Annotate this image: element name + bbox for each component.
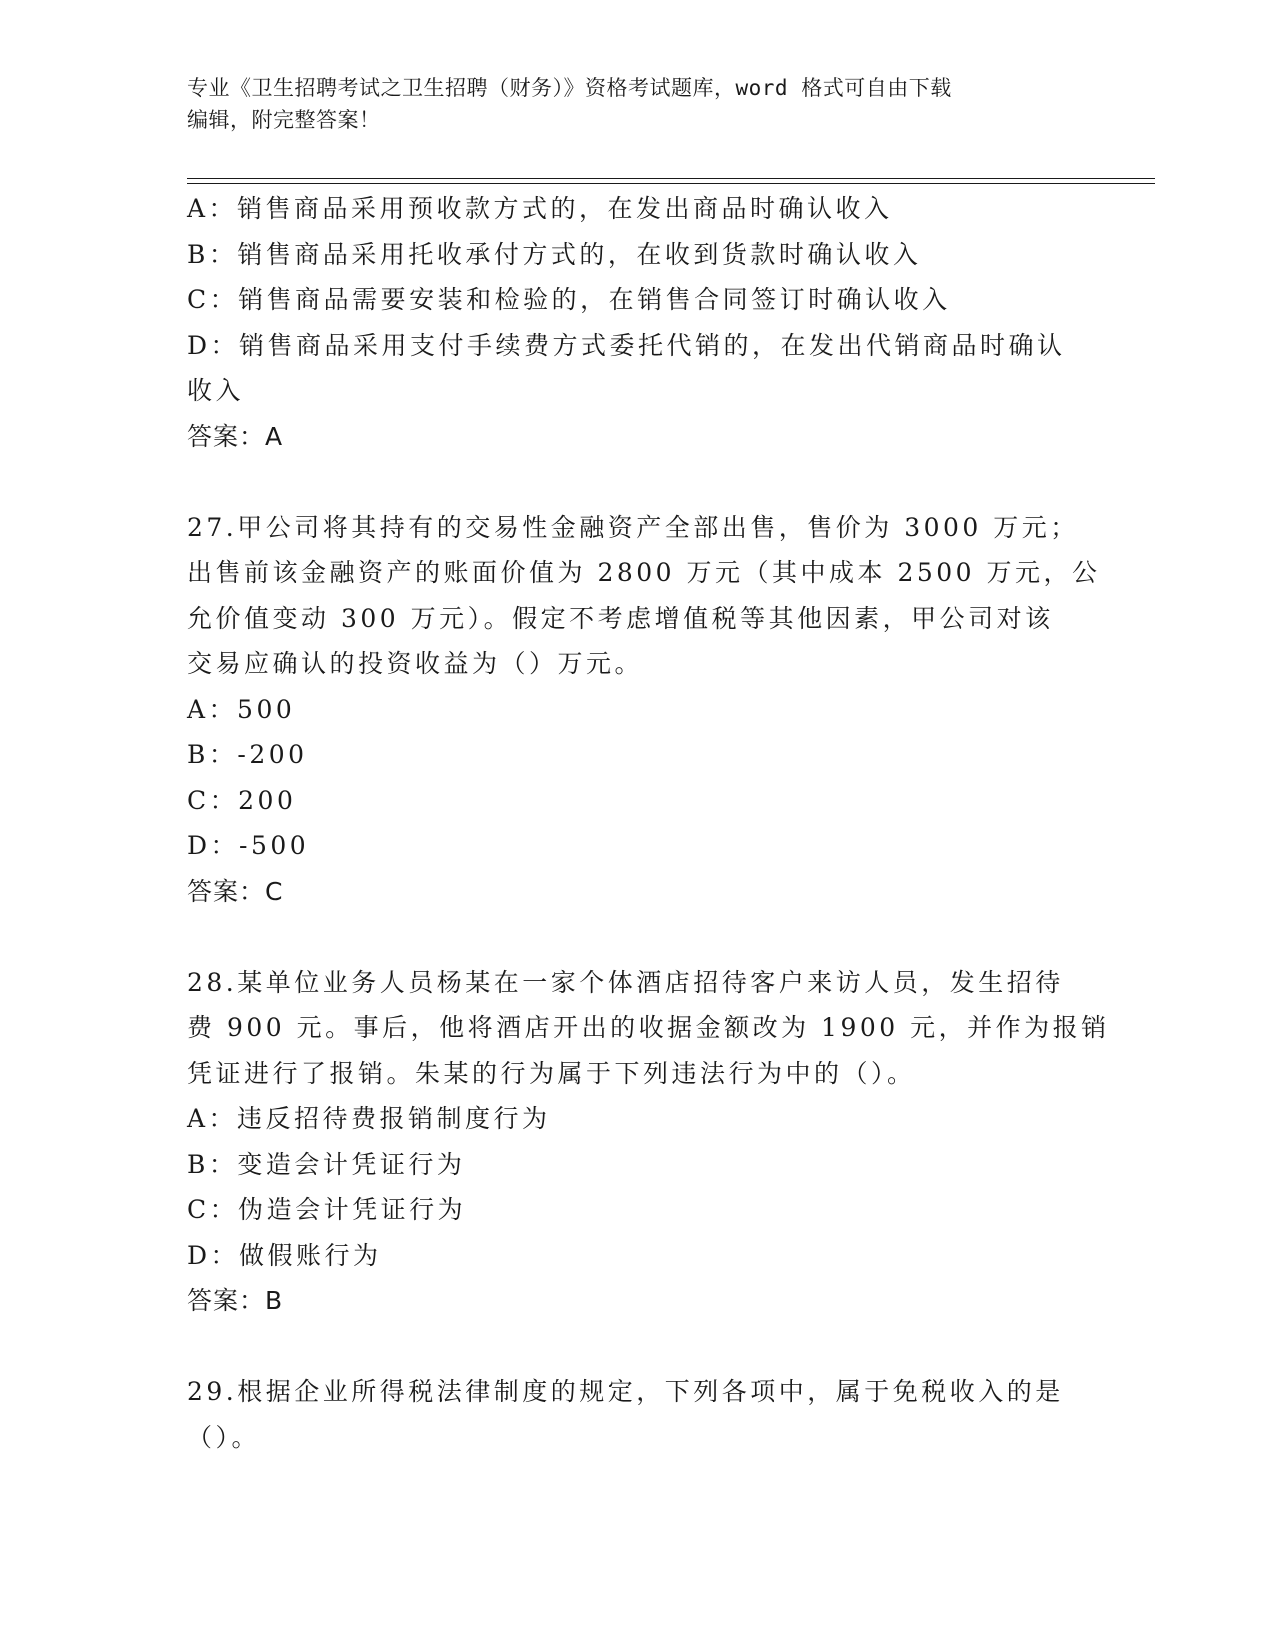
option-c: C：伪造会计凭证行为 — [187, 1195, 467, 1224]
option-d: D：做假账行为 — [187, 1240, 382, 1270]
option-c: C：销售商品需要安装和检验的，在销售合同签订时确认收入 — [187, 285, 951, 314]
question-stem-line: 交易应确认的投资收益为（）万元。 — [187, 649, 644, 678]
spacer — [187, 1324, 1087, 1370]
option-b: B：销售商品采用托收承付方式的，在收到货款时确认收入 — [187, 239, 922, 269]
option-a: A：500 — [187, 694, 296, 724]
header-line-2: 编辑，附完整答案！ — [187, 108, 381, 132]
question-stem-line: 出售前该金融资产的账面价值为 2800 万元（其中成本 2500 万元，公 — [187, 558, 1101, 587]
option-c: C：200 — [187, 785, 297, 815]
question-stem-line: 27.甲公司将其持有的交易性金融资产全部出售，售价为 3000 万元； — [187, 512, 1079, 542]
header-line-1: 专业《卫生招聘考试之卫生招聘（财务）》资格考试题库，word 格式可自由下载 — [187, 76, 952, 100]
question-stem-line: （）。 — [187, 1422, 261, 1452]
option-d: D：-500 — [187, 831, 310, 860]
question-list — [187, 186, 1110, 1460]
question-stem-line: 凭证进行了报销。朱某的行为属于下列违法行为中的（）。 — [187, 1058, 916, 1088]
question-stem-line: 费 900 元。事后，他将酒店开出的收据金额改为 1900 元，并作为报销 — [187, 1013, 1110, 1042]
question-28-block — [187, 960, 1110, 1324]
spacer — [187, 914, 1087, 960]
question-stem-line: 29.根据企业所得税法律制度的规定，下列各项中，属于免税收入的是 — [187, 1377, 1064, 1406]
header-divider-top — [187, 178, 1155, 179]
option-d-continued: 收入 — [187, 376, 245, 405]
spacer — [187, 459, 1087, 505]
option-a: A：违反招待费报销制度行为 — [187, 1104, 551, 1133]
answer-label: 答案：C — [187, 876, 284, 906]
option-b: B：-200 — [187, 740, 308, 769]
header-divider-bottom — [187, 183, 1155, 184]
question-26-block — [187, 186, 1087, 459]
question-stem-line: 允价值变动 300 万元）。假定不考虑增值税等其他因素，甲公司对该 — [187, 603, 1054, 633]
option-d: D：销售商品采用支付手续费方式委托代销的，在发出代销商品时确认 — [187, 330, 1066, 360]
answer-label: 答案：A — [187, 421, 284, 451]
question-29-block — [187, 1369, 1087, 1460]
document-header — [187, 72, 1107, 136]
answer-label: 答案：B — [187, 1286, 284, 1315]
question-27-block — [187, 505, 1101, 915]
option-a: A：销售商品采用预收款方式的，在发出商品时确认收入 — [187, 194, 893, 223]
option-b: B：变造会计凭证行为 — [187, 1149, 466, 1179]
question-stem-line: 28.某单位业务人员杨某在一家个体酒店招待客户来访人员，发生招待 — [187, 967, 1064, 997]
